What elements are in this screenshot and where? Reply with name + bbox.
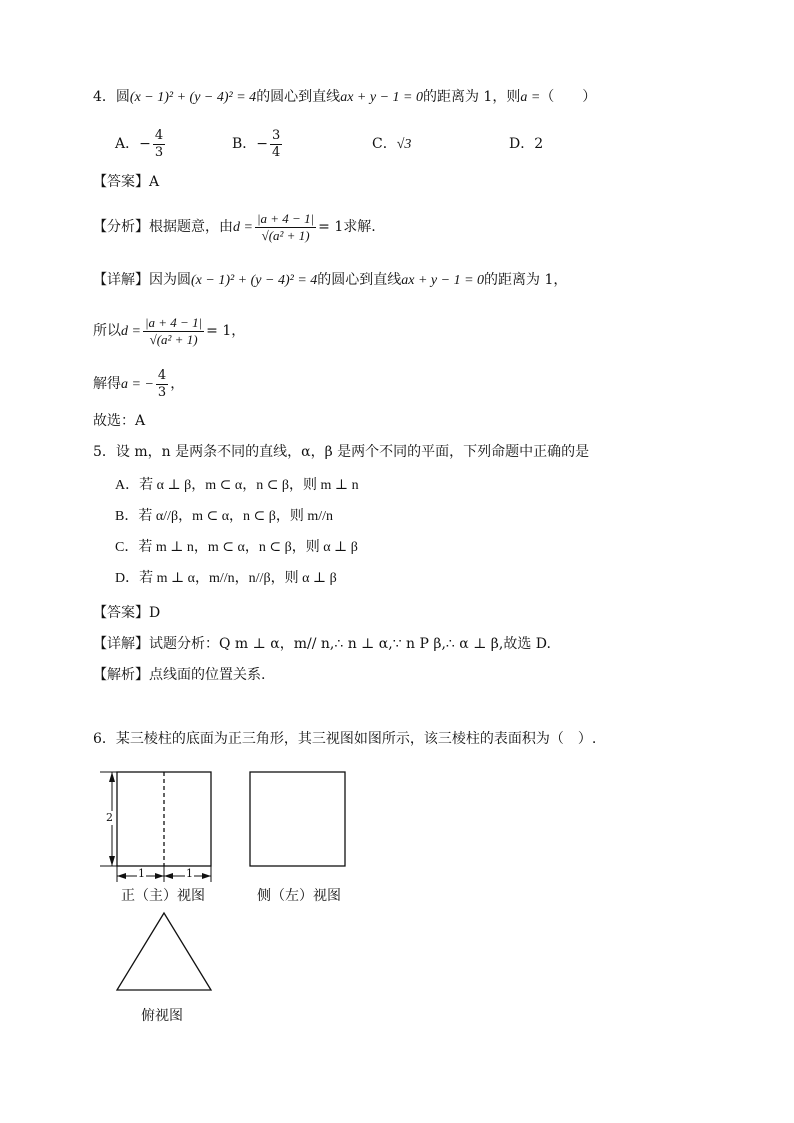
width-dim-label-left: 1 — [138, 867, 145, 880]
width-dim-label-right: 1 — [186, 867, 193, 880]
solve-end: ， — [170, 376, 185, 392]
height-dim-label: 2 — [106, 811, 113, 824]
q4-stem-suffix: 的距离为 1，则 — [422, 89, 521, 105]
detail-text: 试题分析：Q m ⊥ α，m// n,∴ n ⊥ α,∵ n P β,∴ α ⊥ β,故选 D. — [149, 636, 551, 652]
q5-option-d: D．若 m ⊥ α，m//n，n//β，则 α ⊥ β — [115, 571, 337, 586]
option-b-label: B． — [232, 136, 257, 152]
q4-stem-var: a = — [520, 90, 541, 105]
q5-number: 5． — [93, 444, 116, 460]
option-d-value: 2 — [534, 136, 544, 152]
detail-tag: 【详解】 — [93, 272, 149, 288]
jiexi-tag: 【解析】 — [93, 667, 149, 683]
q5-stem-text: 设 m，n 是两条不同的直线，α，β 是两个不同的平面，下列命题中正确的是 — [115, 444, 590, 460]
top-view-caption: 俯视图 — [141, 1008, 183, 1024]
side-view-rect — [250, 772, 345, 866]
q4-stem-mid: 的圆心到直线 — [256, 89, 341, 105]
q5-option-c: C．若 m ⊥ n，m ⊂ α，n ⊂ β，则 α ⊥ β — [115, 540, 358, 555]
q4-number: 4． — [93, 89, 116, 105]
q4-choose-line: 故选：A — [93, 413, 146, 429]
so-equals: = 1， — [206, 323, 246, 339]
height-arrow-bottom — [109, 856, 115, 866]
option-a-denominator: 3 — [154, 144, 164, 160]
answer-value: A — [149, 174, 160, 190]
solve-denominator: 3 — [157, 384, 167, 400]
option-a-numerator: 4 — [154, 127, 164, 143]
side-view-caption: 侧（左）视图 — [257, 888, 341, 904]
option-d-label: D． — [509, 136, 535, 152]
option-a-sign: − — [139, 136, 151, 152]
detail-circle-equation: (x − 1)² + (y − 4)² = 4 — [191, 273, 318, 288]
front-view — [100, 772, 211, 882]
option-c-value: √3 — [396, 137, 412, 152]
width-arrow-3 — [164, 873, 173, 879]
solve-prefix: 解得 — [93, 376, 121, 392]
detail-mid: 的圆心到直线 — [317, 272, 402, 288]
q4-blank: （ ） — [540, 89, 597, 105]
q4-stem-prefix: 圆 — [115, 89, 130, 105]
option-b-numerator: 3 — [272, 127, 281, 143]
option-a-label: A． — [115, 136, 140, 152]
width-arrow-4 — [202, 873, 211, 879]
width-arrow-2 — [155, 873, 164, 879]
q6-stem-text: 某三棱柱的底面为正三角形，其三视图如图所示，该三棱柱的表面积为（ ）. — [115, 731, 597, 747]
answer-value: D — [149, 605, 161, 621]
detail-suffix: 的距离为 1， — [484, 272, 568, 288]
q6-number: 6． — [93, 731, 116, 747]
q5-option-a: A．若 α ⊥ β，m ⊂ α，n ⊂ β，则 m ⊥ n — [115, 478, 359, 493]
q4-line-equation: ax + y − 1 = 0 — [340, 90, 423, 105]
detail-line-equation: ax + y − 1 = 0 — [401, 273, 485, 288]
option-c-label: C． — [372, 136, 397, 152]
so-numerator: |a + 4 − 1| — [144, 314, 203, 330]
so-prefix: 所以 — [93, 323, 121, 339]
q4-circle-equation: (x − 1)² + (y − 4)² = 4 — [129, 90, 257, 105]
option-b-denominator: 4 — [272, 144, 281, 160]
analysis-text: 根据题意，由 — [149, 219, 233, 235]
answer-tag: 【答案】 — [93, 174, 149, 190]
top-view-triangle — [117, 913, 211, 990]
analysis-denominator: √(a² + 1) — [261, 227, 310, 243]
jiexi-text: 点线面的位置关系. — [149, 667, 266, 683]
analysis-end: 求解. — [343, 219, 376, 235]
so-denominator: √(a² + 1) — [149, 331, 198, 347]
solve-numerator: 4 — [157, 367, 167, 383]
analysis-numerator: |a + 4 − 1| — [256, 210, 315, 226]
detail-tag: 【详解】 — [93, 636, 149, 652]
analysis-d: d = — [233, 220, 253, 235]
analysis-equals: = 1 — [318, 219, 344, 235]
front-view-caption: 正（主）视图 — [121, 888, 205, 904]
so-d: d = — [121, 324, 141, 339]
height-arrow-top — [109, 772, 115, 782]
solve-var: a = − — [121, 377, 154, 392]
width-arrow-1 — [117, 873, 126, 879]
detail-prefix: 因为圆 — [149, 272, 191, 288]
answer-tag: 【答案】 — [93, 605, 149, 621]
analysis-tag: 【分析】 — [93, 219, 149, 235]
q5-option-b: B．若 α//β，m ⊂ α，n ⊂ β，则 m//n — [115, 509, 334, 524]
option-b-sign: − — [256, 136, 269, 152]
